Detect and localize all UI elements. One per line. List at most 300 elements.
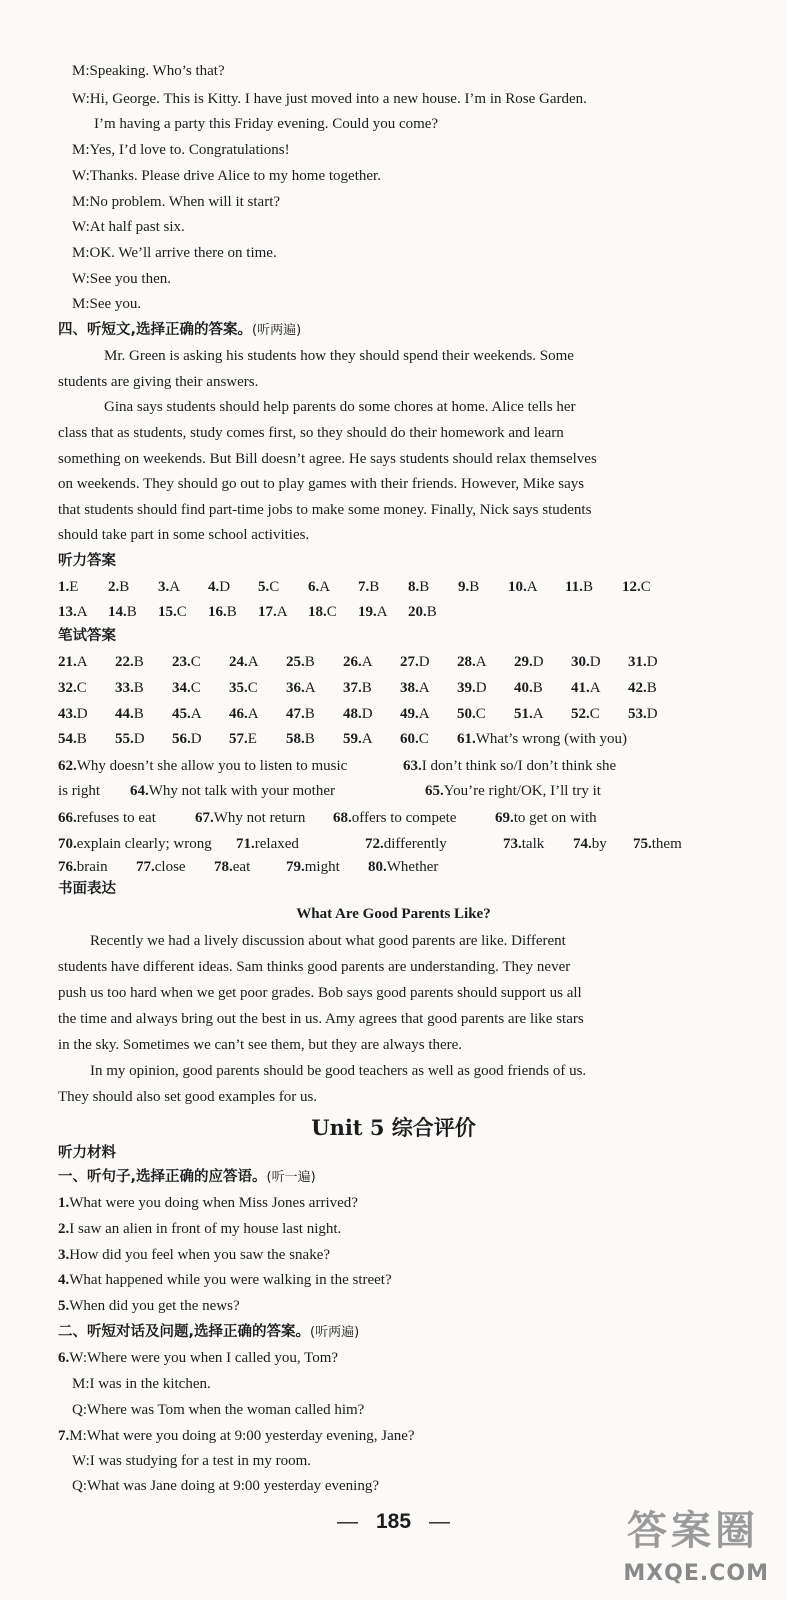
answer-item bbox=[115, 679, 172, 697]
answer-number: 57. bbox=[229, 731, 248, 747]
section-heading bbox=[58, 1168, 316, 1187]
written-answer-row bbox=[58, 809, 597, 827]
answer-value: B bbox=[582, 579, 593, 595]
answer-number: 40. bbox=[514, 680, 533, 696]
answer-number: 20. bbox=[408, 604, 427, 620]
page-number-text: 185 bbox=[375, 1510, 412, 1533]
answer-value: W:Where were you when I called you, Tom? bbox=[69, 1350, 339, 1366]
dialogue-line bbox=[72, 1477, 379, 1495]
dialogue-line: W:See you then. bbox=[72, 271, 172, 287]
written-answer-row bbox=[58, 757, 616, 775]
dialogue-line bbox=[72, 1401, 364, 1419]
passage-line: should take part in some school activities. bbox=[58, 527, 310, 543]
answer-value: B bbox=[119, 579, 130, 595]
answer-item bbox=[229, 653, 286, 671]
answer-item bbox=[286, 653, 343, 671]
answer-item bbox=[343, 653, 400, 671]
answer-value: C bbox=[326, 604, 337, 620]
answer-item bbox=[58, 679, 115, 697]
answer-item bbox=[258, 578, 308, 596]
answer-number: 6. bbox=[58, 1350, 70, 1366]
answer-number: 15. bbox=[158, 604, 177, 620]
passage-line: that students should find part-time jobs to make some money. Finally, Nick says students bbox=[58, 502, 592, 518]
answer-number: 31. bbox=[628, 654, 647, 670]
answer-number: 79. bbox=[286, 859, 305, 875]
answer-item bbox=[58, 1349, 338, 1367]
answer-number: 37. bbox=[343, 680, 362, 696]
answer-item bbox=[571, 679, 628, 697]
answer-number: 24. bbox=[229, 654, 248, 670]
dialogue-line bbox=[58, 1427, 415, 1445]
answer-number: 2. bbox=[58, 1221, 70, 1237]
answer-value: What happened while you were walking in the street? bbox=[69, 1272, 392, 1288]
answer-number: 47. bbox=[286, 706, 305, 722]
answer-item bbox=[286, 858, 368, 876]
answer-number: 5. bbox=[258, 579, 270, 595]
answer-item bbox=[108, 603, 158, 621]
answer-value: M:What were you doing at 9:00 yesterday evening, Jane? bbox=[69, 1428, 415, 1444]
answer-number: 8. bbox=[408, 579, 420, 595]
answer-item bbox=[108, 578, 158, 596]
answer-value: to get on with bbox=[513, 810, 597, 826]
answer-item bbox=[628, 653, 685, 671]
answer-item bbox=[229, 679, 286, 697]
answer-item bbox=[58, 1297, 240, 1315]
listening-answer-row bbox=[58, 603, 458, 621]
answer-item bbox=[72, 1401, 364, 1419]
section-heading-text: 四、听短文,选择正确的答案。 bbox=[58, 322, 253, 338]
answer-number: 73. bbox=[503, 836, 522, 852]
answer-item bbox=[58, 1220, 341, 1238]
answer-value: talk bbox=[521, 836, 545, 852]
watermark-logo: 答案圈 bbox=[627, 1508, 759, 1554]
answer-item bbox=[286, 679, 343, 697]
passage-line: on weekends. They should go out to play games with their friends. However, Mike says bbox=[58, 476, 585, 492]
passage-line: class that as students, study comes first, so they should do their homework and learn bbox=[58, 425, 564, 441]
answer-number: 22. bbox=[115, 654, 134, 670]
answer-value: B bbox=[646, 680, 657, 696]
answer-value: C bbox=[176, 604, 187, 620]
listening-answer-row bbox=[58, 578, 679, 596]
answer-item bbox=[425, 782, 601, 800]
answer-item bbox=[365, 835, 503, 853]
answer-value: I saw an alien in front of my house last night. bbox=[69, 1221, 342, 1237]
dialogue-line bbox=[72, 1452, 311, 1470]
answer-value: C bbox=[269, 579, 280, 595]
essay-line: the time and always bring out the best in us. Amy agrees that good parents are like stars bbox=[58, 1011, 584, 1027]
answer-number: 39. bbox=[457, 680, 476, 696]
answer-value: A bbox=[190, 706, 202, 722]
answer-value: D bbox=[532, 654, 544, 670]
answer-number: 42. bbox=[628, 680, 647, 696]
sentence-line bbox=[58, 1220, 341, 1238]
answer-item bbox=[172, 705, 229, 723]
answer-value: A bbox=[169, 579, 181, 595]
answer-value: B bbox=[226, 604, 237, 620]
listening-answers-heading: 听力答案 bbox=[58, 553, 116, 569]
answer-number: 66. bbox=[58, 810, 77, 826]
answer-item bbox=[503, 835, 573, 853]
answer-number: 1. bbox=[58, 1195, 70, 1211]
passage-line: Gina says students should help parents do some chores at home. Alice tells her bbox=[104, 399, 576, 415]
answer-item bbox=[58, 1427, 415, 1445]
answer-item bbox=[308, 603, 358, 621]
answer-value: A bbox=[589, 680, 601, 696]
answer-item bbox=[58, 858, 136, 876]
answer-value: C bbox=[589, 706, 600, 722]
answer-item bbox=[457, 653, 514, 671]
written-answer-row bbox=[58, 835, 682, 853]
answer-item bbox=[115, 730, 172, 748]
answer-number: 26. bbox=[343, 654, 362, 670]
answer-number: 68. bbox=[333, 810, 352, 826]
answer-item bbox=[514, 653, 571, 671]
answer-item bbox=[286, 705, 343, 723]
answer-number: 6. bbox=[308, 579, 320, 595]
answer-value: A bbox=[76, 604, 88, 620]
answer-item bbox=[72, 1477, 379, 1495]
answer-item bbox=[508, 578, 565, 596]
watermark-url: MXQE.COM bbox=[623, 1561, 769, 1586]
answer-value: A bbox=[361, 654, 373, 670]
answer-value: A bbox=[526, 579, 538, 595]
answer-item bbox=[258, 603, 308, 621]
answer-item bbox=[72, 1452, 311, 1470]
answer-item bbox=[358, 603, 408, 621]
answer-value: When did you get the news? bbox=[69, 1298, 240, 1314]
answer-value: B bbox=[532, 680, 543, 696]
dash-right: — bbox=[429, 1510, 451, 1533]
answer-item bbox=[58, 653, 115, 671]
answer-value: D bbox=[646, 706, 658, 722]
answer-value: B bbox=[133, 680, 144, 696]
answer-value: W:I was studying for a test in my room. bbox=[72, 1453, 311, 1469]
answer-value: B bbox=[361, 680, 372, 696]
section-heading-text: 一、听句子,选择正确的应答语。 bbox=[58, 1169, 267, 1185]
dialogue-line: M:See you. bbox=[72, 296, 142, 312]
answer-number: 46. bbox=[229, 706, 248, 722]
essay-line: students have different ideas. Sam thinks good parents are understanding. They never bbox=[58, 959, 571, 975]
dialogue-line: M:Speaking. Who’s that? bbox=[72, 63, 225, 79]
answer-item bbox=[58, 782, 130, 800]
answer-value: brain bbox=[76, 859, 108, 875]
answer-value: A bbox=[361, 731, 373, 747]
answer-value: D bbox=[646, 654, 658, 670]
written-answers-heading: 笔试答案 bbox=[58, 628, 116, 644]
answer-number: 30. bbox=[571, 654, 590, 670]
answer-value: eat bbox=[232, 859, 251, 875]
answer-number: 29. bbox=[514, 654, 533, 670]
dialogue-line: I’m having a party this Friday evening. Could you come? bbox=[94, 116, 439, 132]
answer-number: 11. bbox=[565, 579, 583, 595]
answer-item bbox=[58, 603, 108, 621]
answer-number: 1. bbox=[58, 579, 70, 595]
answer-value: C bbox=[418, 731, 429, 747]
answer-number: 28. bbox=[457, 654, 476, 670]
answer-number: 2. bbox=[108, 579, 120, 595]
answer-value: C bbox=[190, 680, 201, 696]
answer-item bbox=[136, 858, 214, 876]
dialogue-line: W:At half past six. bbox=[72, 219, 185, 235]
answer-item bbox=[172, 653, 229, 671]
answer-value: D bbox=[361, 706, 373, 722]
written-answer-row bbox=[58, 782, 601, 800]
answer-item bbox=[208, 578, 258, 596]
answer-item bbox=[58, 809, 195, 827]
dialogue-line: W:Hi, George. This is Kitty. I have just moved into a new house. I’m in Rose Garden. bbox=[72, 91, 587, 107]
sentence-line bbox=[58, 1297, 240, 1315]
answer-value: B bbox=[369, 579, 380, 595]
section-heading-text: 二、听短对话及问题,选择正确的答案。 bbox=[58, 1324, 311, 1340]
answer-value: B bbox=[133, 706, 144, 722]
answer-value: close bbox=[154, 859, 186, 875]
answer-value: them bbox=[651, 836, 682, 852]
answer-number: 75. bbox=[633, 836, 652, 852]
answer-value: relaxed bbox=[254, 836, 299, 852]
answer-item bbox=[571, 705, 628, 723]
answer-item bbox=[400, 705, 457, 723]
answer-number: 44. bbox=[115, 706, 134, 722]
answer-number: 58. bbox=[286, 731, 305, 747]
answer-item bbox=[343, 705, 400, 723]
answer-number: 19. bbox=[358, 604, 377, 620]
section-heading-note: (听两遍) bbox=[252, 323, 302, 338]
answer-number: 54. bbox=[58, 731, 77, 747]
answer-item bbox=[400, 679, 457, 697]
answer-item bbox=[58, 1194, 358, 1212]
answer-number: 16. bbox=[208, 604, 227, 620]
answer-value: A bbox=[76, 654, 88, 670]
section-heading-note: (听两遍) bbox=[310, 1325, 360, 1340]
passage-line: Mr. Green is asking his students how they should spend their weekends. Some bbox=[104, 348, 574, 364]
answer-number: 12. bbox=[622, 579, 641, 595]
answer-value: A bbox=[319, 579, 331, 595]
answer-number: 77. bbox=[136, 859, 155, 875]
answer-item bbox=[400, 730, 457, 748]
answer-number: 70. bbox=[58, 836, 77, 852]
answer-value: I don’t think so/I don’t think she bbox=[421, 758, 617, 774]
answer-number: 10. bbox=[508, 579, 527, 595]
answer-item bbox=[573, 835, 633, 853]
essay-line: They should also set good examples for us. bbox=[58, 1089, 318, 1105]
answer-number: 4. bbox=[58, 1272, 70, 1288]
answer-item bbox=[628, 705, 685, 723]
answer-value: D bbox=[133, 731, 145, 747]
answer-number: 17. bbox=[258, 604, 277, 620]
answer-item bbox=[571, 653, 628, 671]
essay-line: in the sky. Sometimes we can’t see them, but they are always there. bbox=[58, 1037, 463, 1053]
answer-value: B bbox=[133, 654, 144, 670]
answer-value: B bbox=[419, 579, 430, 595]
answer-value: A bbox=[304, 680, 316, 696]
answer-number: 7. bbox=[58, 1428, 70, 1444]
dash-left: — bbox=[336, 1510, 358, 1533]
answer-value: Whether bbox=[386, 859, 439, 875]
answer-value: C bbox=[190, 654, 201, 670]
answer-value: B bbox=[126, 604, 137, 620]
answer-item bbox=[633, 835, 682, 853]
answer-value: What’s wrong (with you) bbox=[475, 731, 627, 747]
answer-item bbox=[343, 679, 400, 697]
dialogue-line bbox=[72, 1375, 211, 1393]
answer-value: offers to compete bbox=[351, 810, 457, 826]
answer-value: A bbox=[376, 604, 388, 620]
answer-item bbox=[58, 578, 108, 596]
answer-value: A bbox=[276, 604, 288, 620]
answer-number: 69. bbox=[495, 810, 514, 826]
answer-value: Why not return bbox=[213, 810, 306, 826]
answer-item bbox=[308, 578, 358, 596]
answer-number: 13. bbox=[58, 604, 77, 620]
answer-value: differently bbox=[383, 836, 447, 852]
answer-item bbox=[286, 730, 343, 748]
answer-item bbox=[158, 603, 208, 621]
answer-value: is right bbox=[58, 783, 101, 799]
answer-number: 45. bbox=[172, 706, 191, 722]
answer-item bbox=[58, 757, 403, 775]
answer-item bbox=[403, 757, 616, 775]
answer-value: B bbox=[426, 604, 437, 620]
answer-number: 4. bbox=[208, 579, 220, 595]
answer-number: 60. bbox=[400, 731, 419, 747]
passage-line: students are giving their answers. bbox=[58, 374, 259, 390]
answer-value: C bbox=[76, 680, 87, 696]
answer-item bbox=[408, 603, 458, 621]
answer-number: 5. bbox=[58, 1298, 70, 1314]
answer-number: 18. bbox=[308, 604, 327, 620]
answer-value: How did you feel when you saw the snake? bbox=[69, 1247, 331, 1263]
written-answer-row bbox=[58, 730, 627, 748]
answer-item bbox=[408, 578, 458, 596]
answer-item bbox=[208, 603, 258, 621]
answer-item bbox=[514, 679, 571, 697]
answer-number: 48. bbox=[343, 706, 362, 722]
answer-item bbox=[58, 1271, 392, 1289]
answer-value: D bbox=[190, 731, 202, 747]
section-heading bbox=[58, 1323, 359, 1342]
answer-item bbox=[58, 705, 115, 723]
answer-number: 78. bbox=[214, 859, 233, 875]
answer-value: refuses to eat bbox=[76, 810, 156, 826]
answer-item bbox=[195, 809, 333, 827]
answer-item bbox=[628, 679, 685, 697]
answer-number: 3. bbox=[58, 1247, 70, 1263]
answer-number: 71. bbox=[236, 836, 255, 852]
answer-value: by bbox=[591, 836, 607, 852]
answer-value: might bbox=[304, 859, 340, 875]
answer-number: 72. bbox=[365, 836, 384, 852]
passage-line: something on weekends. But Bill doesn’t agree. He says students should relax themselves bbox=[58, 451, 597, 467]
answer-item bbox=[457, 679, 514, 697]
answer-item bbox=[130, 782, 425, 800]
answer-value: A bbox=[532, 706, 544, 722]
answer-item bbox=[158, 578, 208, 596]
answer-value: M:I was in the kitchen. bbox=[72, 1376, 211, 1392]
answer-item bbox=[333, 809, 495, 827]
answer-item bbox=[368, 858, 438, 876]
answer-item bbox=[115, 653, 172, 671]
answer-value: B bbox=[304, 654, 315, 670]
answer-value: Why doesn’t she allow you to listen to music bbox=[76, 758, 348, 774]
answer-value: C bbox=[640, 579, 651, 595]
answer-value: D bbox=[76, 706, 88, 722]
answer-number: 38. bbox=[400, 680, 419, 696]
answer-value: Q:What was Jane doing at 9:00 yesterday evening? bbox=[72, 1478, 379, 1494]
written-answer-row bbox=[58, 705, 685, 723]
essay-line: In my opinion, good parents should be good teachers as well as good friends of us. bbox=[90, 1063, 587, 1079]
answer-number: 35. bbox=[229, 680, 248, 696]
dialogue-line bbox=[58, 1349, 338, 1367]
answer-item bbox=[622, 578, 679, 596]
answer-value: E bbox=[247, 731, 257, 747]
answer-number: 67. bbox=[195, 810, 214, 826]
answer-number: 55. bbox=[115, 731, 134, 747]
answer-number: 43. bbox=[58, 706, 77, 722]
answer-item bbox=[400, 653, 457, 671]
answer-number: 36. bbox=[286, 680, 305, 696]
answer-item bbox=[236, 835, 365, 853]
answer-item bbox=[115, 705, 172, 723]
answer-number: 33. bbox=[115, 680, 134, 696]
answer-item bbox=[58, 730, 115, 748]
answer-number: 25. bbox=[286, 654, 305, 670]
answer-item bbox=[458, 578, 508, 596]
answer-value: D bbox=[418, 654, 430, 670]
answer-value: D bbox=[475, 680, 487, 696]
written-answer-row bbox=[58, 858, 438, 876]
answer-item bbox=[229, 705, 286, 723]
answer-value: A bbox=[418, 706, 430, 722]
answer-item bbox=[214, 858, 286, 876]
answer-number: 65. bbox=[425, 783, 444, 799]
answer-number: 52. bbox=[571, 706, 590, 722]
answer-value: B bbox=[469, 579, 480, 595]
dialogue-line: M:No problem. When will it start? bbox=[72, 194, 281, 210]
answer-value: B bbox=[304, 706, 315, 722]
answer-value: A bbox=[247, 706, 259, 722]
answer-number: 41. bbox=[571, 680, 590, 696]
answer-item bbox=[343, 730, 400, 748]
answer-value: C bbox=[475, 706, 486, 722]
written-answer-row bbox=[58, 653, 685, 671]
answer-value: A bbox=[475, 654, 487, 670]
answer-value: Why not talk with your mother bbox=[148, 783, 335, 799]
unit-title: Unit 5 综合评价 bbox=[311, 1115, 476, 1140]
answer-number: 3. bbox=[158, 579, 170, 595]
answer-number: 7. bbox=[358, 579, 370, 595]
answer-value: D bbox=[219, 579, 231, 595]
answer-number: 76. bbox=[58, 859, 77, 875]
written-answer-row bbox=[58, 679, 685, 697]
writing-heading: 书面表达 bbox=[58, 881, 116, 897]
answer-value: D bbox=[589, 654, 601, 670]
answer-number: 50. bbox=[457, 706, 476, 722]
answer-item bbox=[72, 1375, 211, 1393]
answer-item bbox=[457, 730, 627, 748]
answer-value: You’re right/OK, I’ll try it bbox=[443, 783, 601, 799]
essay-title: What Are Good Parents Like? bbox=[296, 906, 491, 922]
essay-line: push us too hard when we get poor grades. Bob says good parents should support us all bbox=[58, 985, 582, 1001]
answer-value: explain clearly; wrong bbox=[76, 836, 212, 852]
answer-item bbox=[58, 1246, 330, 1264]
answer-number: 80. bbox=[368, 859, 387, 875]
answer-item bbox=[457, 705, 514, 723]
answer-number: 9. bbox=[458, 579, 470, 595]
answer-item bbox=[172, 679, 229, 697]
dialogue-line: M:OK. We’ll arrive there on time. bbox=[72, 245, 277, 261]
answer-value: What were you doing when Miss Jones arrived? bbox=[69, 1195, 358, 1211]
answer-value: A bbox=[247, 654, 259, 670]
